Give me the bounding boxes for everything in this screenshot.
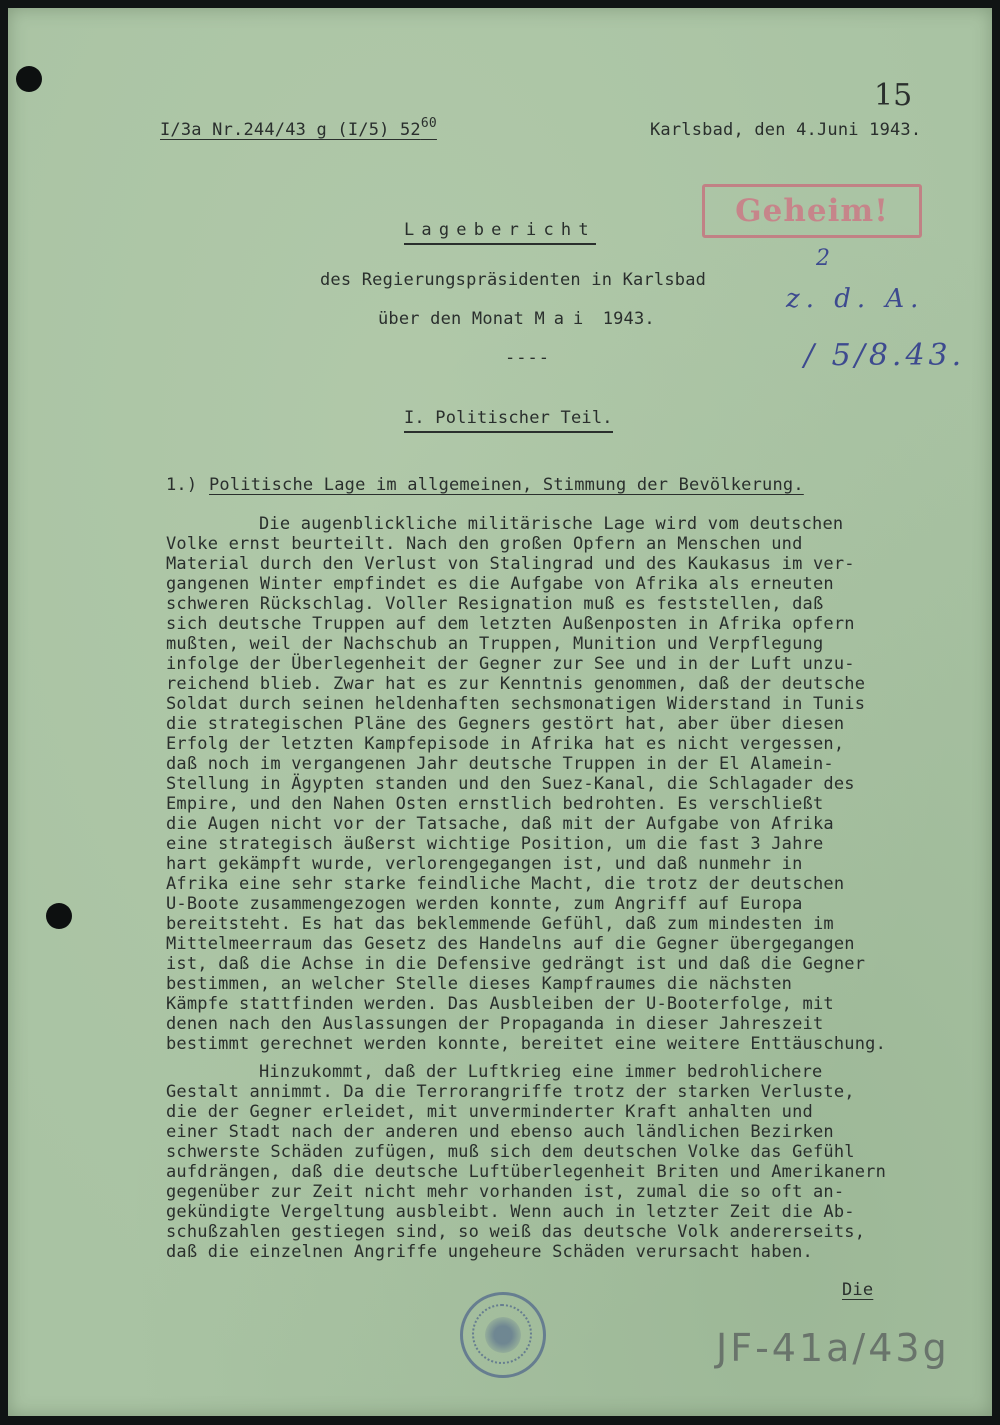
seal-eagle-icon	[485, 1317, 521, 1353]
paragraph-line: Soldat durch seinen heldenhaften sechsmonatigen Widerstand in Tunis	[166, 694, 866, 714]
paragraph-line: Gestalt annimmt. Da die Terrorangriffe trotz der starken Verluste,	[166, 1082, 855, 1102]
paragraph-line: daß noch im vergangenen Jahr deutsche Truppen in der El Alamein-	[166, 754, 834, 774]
archive-signature: JF-41a/43g	[716, 1326, 950, 1370]
paragraph-line: gekündigte Vergeltung ausbleibt. Wenn auch in letzter Zeit die Ab-	[166, 1202, 855, 1222]
paragraph-line: Afrika eine sehr starke feindliche Macht, die trotz der deutschen	[166, 874, 845, 894]
paragraph-line: die Augen nicht vor der Tatsache, daß mit der Aufgabe von Afrika	[166, 814, 834, 834]
paragraph-line: bereitsteht. Es hat das beklemmende Gefühl, daß zum mindesten im	[166, 914, 834, 934]
catchword: Die	[842, 1280, 874, 1300]
paragraph-line: Die augenblickliche militärische Lage wird vom deutschen	[259, 514, 844, 534]
place-date: Karlsbad, den 4.Juni 1943.	[650, 120, 922, 140]
paragraph-line: eine strategisch äußerst wichtige Position, um die fast 3 Jahre	[166, 834, 824, 854]
paragraph-line: die strategischen Pläne des Gegners gestört hat, aber über diesen	[166, 714, 845, 734]
handwritten-mark-1: 2	[816, 246, 830, 271]
paragraph-line: infolge der Überlegenheit der Gegner zur See und in der Luft unzu-	[166, 654, 855, 674]
paragraph-line: Kämpfe stattfinden werden. Das Ausbleiben der U-Booterfolge, mit	[166, 994, 834, 1014]
paragraph-2	[166, 1062, 1000, 1262]
title-month: Mai	[534, 309, 593, 329]
paragraph-line: ist, daß die Achse in die Defensive gedrängt ist und daß die Gegner	[166, 954, 866, 974]
title-line-1: des Regierungspräsidenten in Karlsbad	[320, 270, 707, 290]
heading-divider: ----	[505, 348, 550, 368]
paragraph-1	[166, 514, 1000, 1054]
paragraph-line: bestimmen, an welcher Stelle dieses Kampfraumes die nächsten	[166, 974, 793, 994]
subsection-number: 1.)	[166, 475, 198, 495]
paragraph-line: sich deutsche Truppen auf dem letzten Außenposten in Afrika opfern	[166, 614, 855, 634]
subsection-title: Politische Lage im allgemeinen, Stimmung der Bevölkerung.	[209, 475, 804, 495]
paragraph-line: reichend blieb. Zwar hat es zur Kenntnis genommen, daß der deutsche	[166, 674, 866, 694]
title-year: 1943.	[602, 309, 655, 329]
handwritten-mark-3: / 5/8.43.	[804, 338, 966, 373]
file-reference-superscript: 60	[420, 116, 437, 131]
title-line-2	[378, 309, 655, 329]
file-reference	[160, 116, 437, 140]
punch-hole-bottom-icon	[46, 903, 72, 929]
page-number: 15	[874, 78, 913, 113]
paragraph-line: U-Boote zusammengezogen werden konnte, zum Angriff auf Europa	[166, 894, 803, 914]
punch-hole-top-icon	[16, 66, 42, 92]
paragraph-line: gangenen Winter empfindet es die Aufgabe von Afrika als erneuten	[166, 574, 834, 594]
paragraph-line: Empire, und den Nahen Osten ernstlich bedrohten. Es verschließt	[166, 794, 824, 814]
paragraph-line: mußten, weil der Nachschub an Truppen, Munition und Verpflegung	[166, 634, 824, 654]
document-title: Lagebericht	[404, 220, 596, 245]
paragraph-line: Material durch den Verlust von Stalingrad und des Kaukasus im ver-	[166, 554, 855, 574]
paragraph-line: bestimmt gerechnet werden konnte, bereitet eine weitere Enttäuschung.	[166, 1034, 887, 1054]
paragraph-line: Stellung in Ägypten standen und den Suez-Kanal, die Schlagader des	[166, 774, 855, 794]
section-title: I. Politischer Teil.	[404, 408, 613, 433]
paragraph-line: Hinzukommt, daß der Luftkrieg eine immer bedrohlichere	[259, 1062, 823, 1082]
paragraph-line: denen nach den Auslassungen der Propaganda in dieser Jahreszeit	[166, 1014, 824, 1034]
secret-stamp: Geheim!	[702, 184, 922, 238]
paragraph-line: hart gekämpft wurde, verlorengegangen ist, und daß nunmehr in	[166, 854, 803, 874]
paragraph-line: schwerste Schäden zufügen, muß sich dem deutschen Volke das Gefühl	[166, 1142, 855, 1162]
paragraph-line: schußzahlen gestiegen sind, so weiß das deutsche Volk andererseits,	[166, 1222, 866, 1242]
handwritten-mark-2: z. d. A.	[786, 284, 925, 314]
paragraph-line: aufdrängen, daß die deutsche Luftüberlegenheit Briten und Amerikanern	[166, 1162, 887, 1182]
official-seal-icon	[460, 1292, 546, 1378]
title-line-2-prefix: über den Monat	[378, 309, 525, 329]
paragraph-line: Mittelmeerraum das Gesetz des Handelns auf die Gegner übergegangen	[166, 934, 855, 954]
document-page	[8, 8, 992, 1416]
paragraph-line: gegenüber zur Zeit nicht mehr vorhanden ist, zumal die so oft an-	[166, 1182, 845, 1202]
paragraph-line: einer Stadt nach der anderen und ebenso auch ländlichen Bezirken	[166, 1122, 834, 1142]
file-reference-text: I/3a Nr.244/43 g (I/5) 52	[160, 120, 421, 140]
paragraph-line: daß die einzelnen Angriffe ungeheure Schäden verursacht haben.	[166, 1242, 813, 1262]
paragraph-line: Volke ernst beurteilt. Nach den großen Opfern an Menschen und	[166, 534, 803, 554]
paragraph-line: die der Gegner erleidet, mit unverminderter Kraft anhalten und	[166, 1102, 813, 1122]
paragraph-line: Erfolg der letzten Kampfepisode in Afrika hat es nicht vergessen,	[166, 734, 845, 754]
paragraph-line: schweren Rückschlag. Voller Resignation muß es feststellen, daß	[166, 594, 824, 614]
